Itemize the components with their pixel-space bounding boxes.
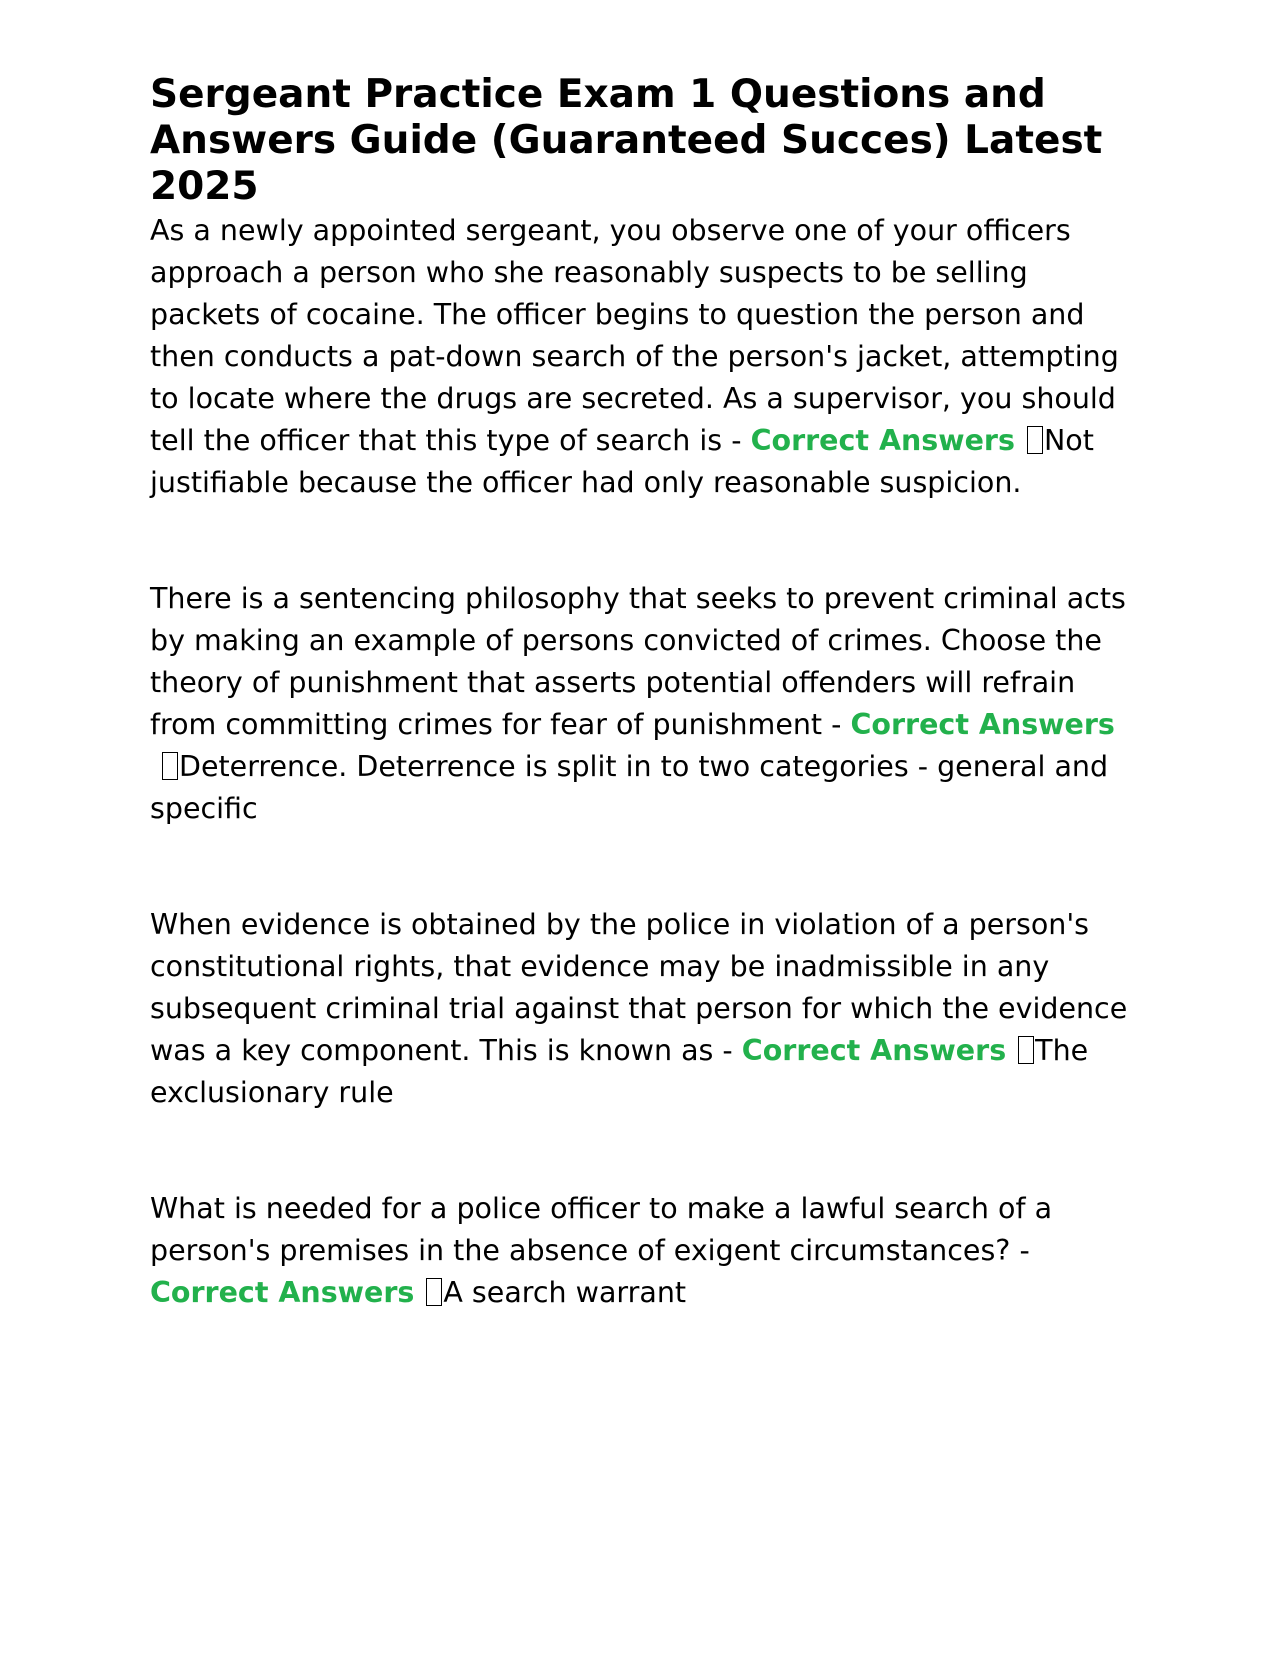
qa-item-3: [150, 904, 1130, 1114]
missing-glyph-icon: [1018, 1036, 1034, 1064]
correct-answers-label: Correct Answers: [741, 1034, 1007, 1067]
question-text: What is needed for a police officer to make a lawful search of a person's premises in the absence of exigent circumstances? -: [150, 1192, 1053, 1267]
answer-text: Deterrence. Deterrence is split in to two categories - general and specific: [150, 750, 1109, 825]
correct-answers-label: Correct Answers: [850, 708, 1115, 741]
qa-item-1: [150, 210, 1130, 504]
document-page: [150, 72, 1130, 1314]
question-text: There is a sentencing philosophy that seeks to prevent criminal acts by making an example of persons convicted of crimes. Choose the theory of punishment that asserts potential offenders will refrain from committing crimes for fear of punishment -: [150, 582, 1126, 741]
answer-text: Not justifiable because the officer had only reasonable suspicion.: [150, 424, 1094, 499]
missing-glyph-icon: [426, 1278, 442, 1306]
answer-text: A search warrant: [443, 1276, 687, 1309]
correct-answers-label: Correct Answers: [150, 1276, 415, 1309]
question-text: As a newly appointed sergeant, you observe one of your officers approach a person who she reasonably suspects to be selling packets of cocaine. The officer begins to question the person and then conducts a pat-down search of the person's jacket, attempting to locate where the drugs are secreted. As a supervisor, you should tell the officer that this type of search is -: [150, 214, 1119, 457]
qa-item-2: [150, 578, 1130, 830]
correct-answers-label: Correct Answers: [750, 424, 1015, 457]
qa-item-4: [150, 1188, 1130, 1314]
answer-text: The exclusionary rule: [150, 1034, 1089, 1109]
question-text: When evidence is obtained by the police in violation of a person's constitutional rights, that evidence may be inadmissible in any subsequent criminal trial against that person for which the evidence was a key component. This is known as -: [150, 908, 1128, 1067]
missing-glyph-icon: [1027, 426, 1043, 454]
missing-glyph-icon: [162, 752, 178, 780]
document-title: Sergeant Practice Exam 1 Questions and Answers Guide (Guaranteed Succes) Latest 2025: [150, 72, 1103, 209]
